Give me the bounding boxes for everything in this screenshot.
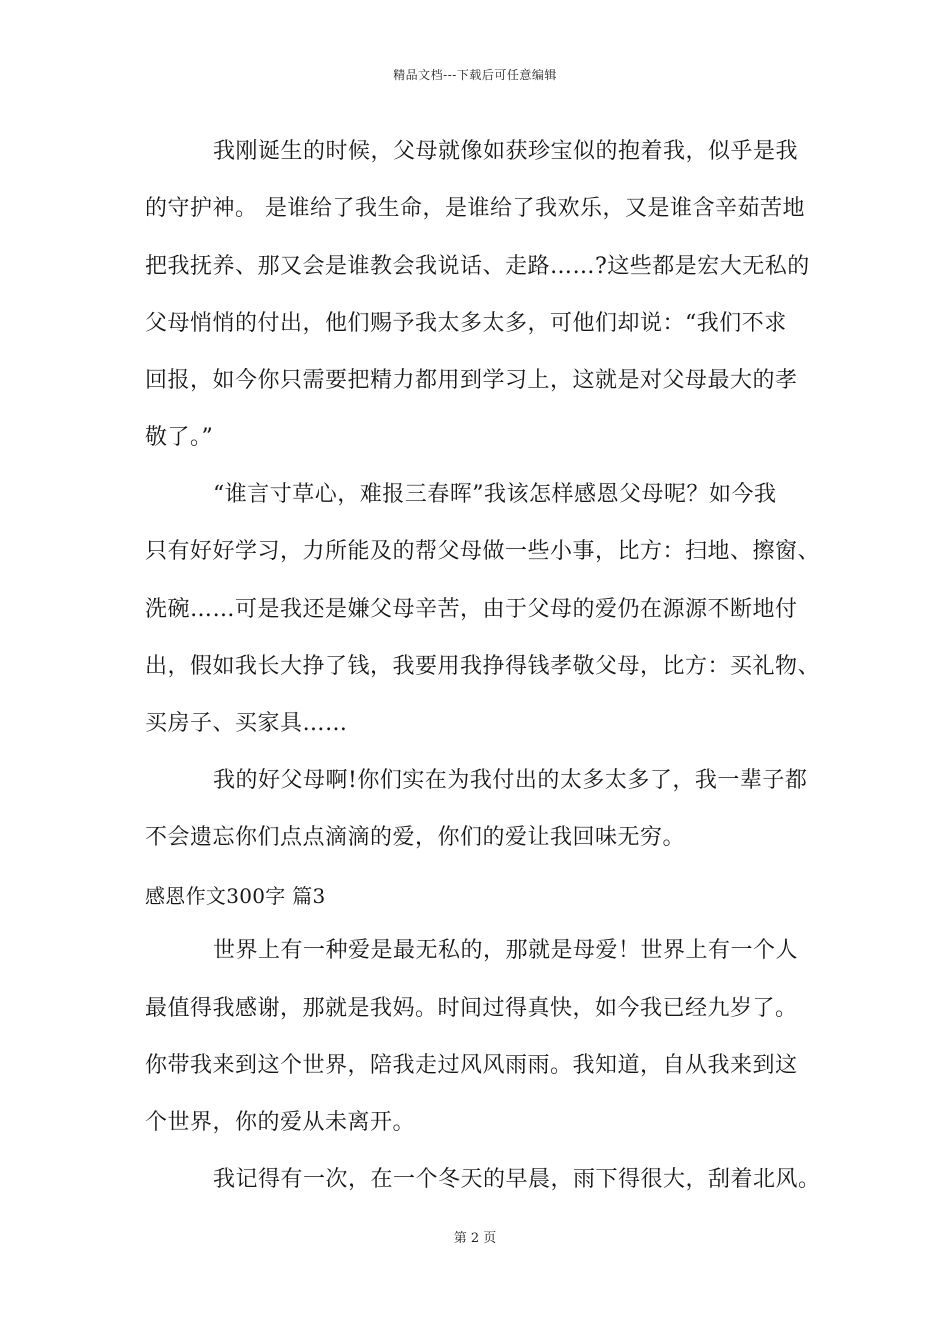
paragraph-line: 我记得有一次，在一个冬天的早晨，雨下得很大，刮着北风。 bbox=[213, 1167, 821, 1192]
paragraph-line: 把我抚养、那又会是谁教会我说话、走路……?这些都是宏大无私的 bbox=[145, 254, 810, 279]
paragraph-line: 我的好父母啊!你们实在为我付出的太多太多了，我一辈子都 bbox=[213, 768, 808, 793]
paragraph-line: 敬了。” bbox=[145, 425, 214, 450]
paragraph-line: 最值得我感谢，那就是我妈。时间过得真快，如今我已经九岁了。 bbox=[145, 996, 798, 1021]
paragraph-line: 只有好好学习，力所能及的帮父母做一些小事，比方：扫地、擦窗、 bbox=[145, 539, 821, 564]
page-number: 第 2 页 bbox=[453, 1231, 497, 1246]
document-header: 精品文档---下载后可任意编辑 bbox=[393, 68, 557, 82]
paragraph-line: “谁言寸草心，难报三春晖”我该怎样感恩父母呢？如今我 bbox=[213, 482, 777, 507]
paragraph-line: 回报，如今你只需要把精力都用到学习上，这就是对父母最大的孝 bbox=[145, 368, 798, 393]
paragraph-line: 父母悄悄的付出，他们赐予我太多太多，可他们却说：“我们不求 bbox=[145, 311, 787, 336]
paragraph-line: 买房子、买家具…… bbox=[145, 711, 348, 736]
paragraph-line: 你带我来到这个世界，陪我走过风风雨雨。我知道，自从我来到这 bbox=[145, 1053, 798, 1078]
paragraph-line: 个世界，你的爱从未离开。 bbox=[145, 1110, 416, 1135]
paragraph-line: 世界上有一种爱是最无私的，那就是母爱！世界上有一个人 bbox=[213, 938, 799, 963]
section-heading: 感恩作文300字 篇3 bbox=[145, 884, 326, 908]
paragraph-line: 的守护神。 是谁给了我生命，是谁给了我欢乐，又是谁含辛茹苦地 bbox=[145, 196, 805, 221]
paragraph-line: 我刚诞生的时候，父母就像如获珍宝似的抱着我，似乎是我 bbox=[213, 139, 799, 164]
paragraph-line: 洗碗……可是我还是嫌父母辛苦，由于父母的爱仍在源源不断地付 bbox=[145, 597, 798, 622]
paragraph-line: 出，假如我长大挣了钱，我要用我挣得钱孝敬父母，比方：买礼物、 bbox=[145, 654, 821, 679]
paragraph-line: 不会遗忘你们点点滴滴的爱，你们的爱让我回味无穷。 bbox=[145, 825, 686, 850]
